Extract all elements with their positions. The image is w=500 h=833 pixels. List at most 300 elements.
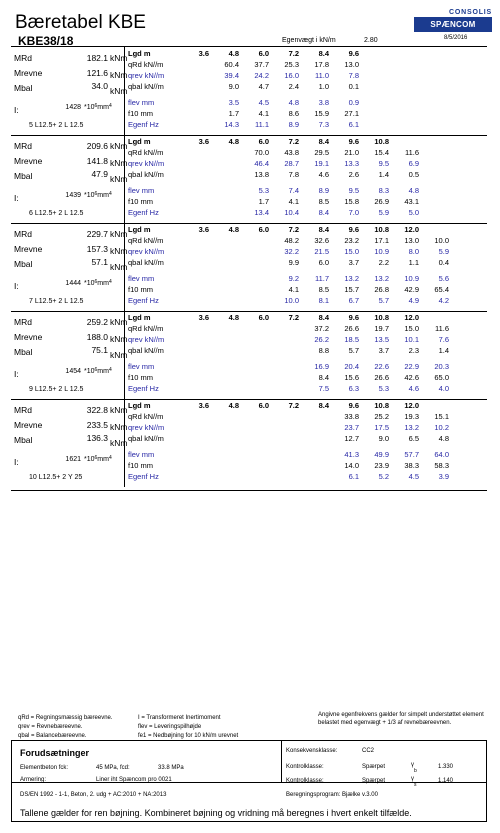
mrd-value: 209.6 (86, 141, 108, 151)
cell-qrev: 13.2 (404, 423, 419, 432)
gamma-b-subscript: b (414, 768, 417, 774)
cell-egenf: 6.1 (348, 120, 359, 129)
cell-qrev: 39.4 (224, 71, 239, 80)
cell-lgd: 6.0 (258, 137, 269, 146)
mbal-label: Mbal (14, 435, 33, 445)
row-label-qRd: qRd kN//m (128, 412, 164, 421)
control-class-1-value: Spærpet (362, 764, 386, 770)
row-label-egenf: Egenf Hz (128, 384, 159, 393)
capacity-table (11, 46, 487, 491)
mrd-value: 229.7 (86, 229, 108, 239)
cell-qbal: 0.5 (408, 170, 419, 179)
inertia-unit-factor: *10 (84, 192, 95, 199)
cell-f10: 14.0 (344, 461, 359, 470)
cell-qrev: 28.7 (284, 159, 299, 168)
cell-lgd: 4.8 (228, 137, 239, 146)
cell-qrev: 10.1 (404, 335, 419, 344)
cell-qbal: 3.7 (348, 258, 359, 267)
gamma-b-value: 1.330 (438, 764, 454, 770)
cell-egenf: 4.5 (408, 472, 419, 481)
cell-lgd: 4.8 (228, 313, 239, 322)
cell-lgd: 12.0 (404, 401, 419, 410)
cell-f10: 4.1 (258, 109, 269, 118)
mbal-unit: kNm (110, 86, 128, 96)
cell-egenf: 4.9 (408, 296, 419, 305)
cell-qRd: 10.0 (434, 236, 449, 245)
row-label-f10: f10 mm (128, 461, 154, 470)
cell-egenf: 11.1 (254, 120, 269, 129)
logo-consolis: CONSOLIS (449, 9, 492, 16)
reinforcement-text: 6 L12.5+ 2 L 12.5 (29, 210, 84, 217)
inertia-value: 1621 (65, 456, 81, 463)
mbal-label: Mbal (14, 171, 33, 181)
legend-qrev: qrev = Revnebæreevne. (18, 724, 83, 730)
inertia-unit-exp: 6 (94, 279, 98, 285)
mbal-unit: kNm (110, 262, 128, 272)
cell-flev: 4.8 (408, 186, 419, 195)
cell-qbal: 9.0 (228, 82, 239, 91)
row-label-lgd: Lgd m (128, 137, 151, 146)
inertia-unit-exp: 6 (94, 455, 98, 461)
cell-lgd: 7.2 (288, 137, 299, 146)
cell-lgd: 6.0 (258, 49, 269, 58)
cell-egenf: 4.0 (438, 384, 449, 393)
element-code: KBE38/18 (18, 34, 74, 48)
row-label-qrev: qrev kN//m (128, 247, 165, 256)
table-block (11, 399, 487, 487)
cell-flev: 49.9 (374, 450, 389, 459)
cell-flev: 8.3 (378, 186, 389, 195)
cell-qRd: 21.0 (344, 148, 359, 157)
cell-flev: 4.5 (258, 98, 269, 107)
cell-f10: 4.1 (288, 285, 299, 294)
row-label-lgd: Lgd m (128, 49, 151, 58)
row-label-egenf: Egenf Hz (128, 120, 159, 129)
cell-lgd: 7.2 (288, 225, 299, 234)
cell-qrev: 17.5 (374, 423, 389, 432)
cell-flev: 3.8 (318, 98, 329, 107)
inertia-label: I: (14, 369, 19, 379)
legend-qrd: qRd = Regningsmæssig bæreevne. (18, 715, 113, 721)
cell-qrev: 9.5 (378, 159, 389, 168)
mrevne-value: 121.6 (86, 68, 108, 78)
cell-f10: 15.7 (344, 285, 359, 294)
cell-flev: 4.8 (288, 98, 299, 107)
inertia-unit-exp: 6 (94, 191, 98, 197)
cell-flev: 8.9 (318, 186, 329, 195)
cell-egenf: 5.3 (378, 384, 389, 393)
cell-lgd: 4.8 (228, 225, 239, 234)
cell-lgd: 3.6 (198, 401, 209, 410)
row-label-f10: f10 mm (128, 109, 154, 118)
mbal-label: Mbal (14, 259, 33, 269)
mrd-label: MRd (14, 229, 32, 239)
inertia-unit-mm: mm (97, 368, 109, 375)
cell-qrev: 10.2 (434, 423, 449, 432)
mrd-label: MRd (14, 53, 32, 63)
cell-qrev: 24.2 (254, 71, 269, 80)
cell-qrev: 15.0 (344, 247, 359, 256)
mrevne-value: 141.8 (86, 156, 108, 166)
cell-f10: 26.8 (374, 285, 389, 294)
inertia-unit (84, 104, 112, 111)
table-block (11, 47, 487, 135)
cell-qrev: 6.9 (408, 159, 419, 168)
mrd-label: MRd (14, 317, 32, 327)
cell-qbal: 5.7 (348, 346, 359, 355)
cell-flev: 22.9 (404, 362, 419, 371)
cell-f10: 1.7 (228, 109, 239, 118)
cell-qbal: 12.7 (344, 434, 359, 443)
cell-f10: 27.1 (344, 109, 359, 118)
cell-qRd: 32.6 (314, 236, 329, 245)
cell-qRd: 60.4 (224, 60, 239, 69)
mrd-unit: kNm (110, 229, 128, 239)
inertia-unit-factor: *10 (84, 280, 95, 287)
mbal-value: 47.9 (91, 169, 108, 179)
inertia-unit-factor: *10 (84, 368, 95, 375)
cell-qbal: 4.6 (318, 170, 329, 179)
row-label-f10: f10 mm (128, 373, 154, 382)
row-label-qbal: qbal kN//m (128, 170, 164, 179)
inertia-unit-exp2: 4 (108, 191, 112, 197)
cell-lgd: 3.6 (198, 313, 209, 322)
control-class-1-label: Kontrolklasse: (286, 764, 324, 770)
cell-lgd: 3.6 (198, 49, 209, 58)
reinforcement-text: 10 L12.5+ 2 Y 25 (29, 474, 83, 481)
assumptions-title: Forudsætninger (20, 748, 89, 758)
cell-f10: 42.6 (404, 373, 419, 382)
cell-egenf: 8.9 (288, 120, 299, 129)
cell-f10: 4.1 (288, 197, 299, 206)
cell-lgd: 9.6 (348, 137, 359, 146)
inertia-unit-exp2: 4 (108, 279, 112, 285)
row-label-egenf: Egenf Hz (128, 296, 159, 305)
cell-qrev: 10.9 (374, 247, 389, 256)
row-label-f10: f10 mm (128, 197, 154, 206)
cell-qrev: 26.2 (314, 335, 329, 344)
mbal-unit: kNm (110, 174, 128, 184)
cell-qrev: 32.2 (284, 247, 299, 256)
mrd-value: 259.2 (86, 317, 108, 327)
cell-flev: 0.9 (348, 98, 359, 107)
cell-qrev: 7.8 (348, 71, 359, 80)
row-label-flev: flev mm (128, 450, 155, 459)
mrevne-unit: kNm (110, 70, 128, 80)
mrevne-unit: kNm (110, 246, 128, 256)
cell-lgd: 10.8 (374, 401, 389, 410)
cell-qRd: 15.1 (434, 412, 449, 421)
cell-flev: 3.5 (228, 98, 239, 107)
inertia-unit-exp2: 4 (108, 455, 112, 461)
cell-lgd: 7.2 (288, 401, 299, 410)
cell-qRd: 11.6 (404, 148, 419, 157)
cell-qRd: 70.0 (254, 148, 269, 157)
cell-qbal: 1.4 (378, 170, 389, 179)
cell-qrev: 23.7 (344, 423, 359, 432)
cell-flev: 20.4 (344, 362, 359, 371)
mrd-unit: kNm (110, 53, 128, 63)
mrevne-unit: kNm (110, 158, 128, 168)
reinforcement-label: Armering: (20, 777, 47, 783)
cell-egenf: 6.7 (348, 296, 359, 305)
cell-lgd: 8.4 (318, 313, 329, 322)
row-label-qRd: qRd kN//m (128, 148, 164, 157)
cell-egenf: 7.0 (348, 208, 359, 217)
row-label-egenf: Egenf Hz (128, 208, 159, 217)
row-label-qRd: qRd kN//m (128, 236, 164, 245)
row-label-flev: flev mm (128, 98, 155, 107)
cell-qbal: 1.4 (438, 346, 449, 355)
mbal-unit: kNm (110, 438, 128, 448)
cell-flev: 7.4 (288, 186, 299, 195)
legend-fe1: fe1 = Nedbøjning for 10 kN/m urevnet (138, 733, 239, 739)
cell-lgd: 4.8 (228, 401, 239, 410)
cell-qRd: 37.2 (314, 324, 329, 333)
cell-qRd: 25.3 (284, 60, 299, 69)
mrevne-unit: kNm (110, 334, 128, 344)
mrd-label: MRd (14, 405, 32, 415)
standard-reference: DS/EN 1992 - 1-1, Beton, 2. udg + AC:2010 + NA:2013 (20, 792, 167, 798)
cell-egenf: 8.1 (318, 296, 329, 305)
cell-egenf: 5.0 (408, 208, 419, 217)
concrete-fcd: 33.8 MPa (158, 765, 184, 771)
cell-qrev: 16.0 (284, 71, 299, 80)
cell-f10: 38.3 (404, 461, 419, 470)
gamma-b-symbol: γ (411, 762, 414, 768)
cell-lgd: 10.8 (374, 313, 389, 322)
cell-flev: 57.7 (404, 450, 419, 459)
cell-qrev: 7.6 (438, 335, 449, 344)
row-label-qbal: qbal kN//m (128, 346, 164, 355)
cell-f10: 15.6 (344, 373, 359, 382)
cell-qrev: 13.5 (374, 335, 389, 344)
cell-qRd: 19.7 (374, 324, 389, 333)
gamma-s-value: 1.140 (438, 778, 454, 784)
cell-egenf: 8.4 (318, 208, 329, 217)
consequence-class-value: CC2 (362, 748, 375, 754)
cell-lgd: 6.0 (258, 401, 269, 410)
cell-lgd: 12.0 (404, 313, 419, 322)
mrd-unit: kNm (110, 141, 128, 151)
row-label-qbal: qbal kN//m (128, 82, 164, 91)
document-date: 8/5/2016 (444, 35, 468, 41)
cell-f10: 8.5 (318, 285, 329, 294)
cell-egenf: 10.0 (284, 296, 299, 305)
cell-lgd: 12.0 (404, 225, 419, 234)
cell-flev: 41.3 (344, 450, 359, 459)
inertia-unit-exp: 6 (94, 367, 98, 373)
row-label-lgd: Lgd m (128, 313, 151, 322)
cell-lgd: 6.0 (258, 313, 269, 322)
row-label-lgd: Lgd m (128, 401, 151, 410)
inertia-unit (84, 368, 112, 375)
inertia-unit-mm: mm (97, 104, 109, 111)
mbal-label: Mbal (14, 347, 33, 357)
self-weight-value: 2.80 (364, 37, 378, 44)
inertia-unit-factor: *10 (84, 104, 95, 111)
inertia-unit-exp2: 4 (108, 367, 112, 373)
cell-egenf: 10.4 (284, 208, 299, 217)
inertia-unit-exp: 6 (94, 103, 98, 109)
cell-lgd: 8.4 (318, 225, 329, 234)
cell-egenf: 14.3 (224, 120, 239, 129)
calculation-program: Beregningsprogram: Bjælke v.3.00 (286, 792, 378, 798)
row-label-flev: flev mm (128, 186, 155, 195)
cell-qrev: 18.5 (344, 335, 359, 344)
cell-qbal: 4.8 (438, 434, 449, 443)
cell-f10: 42.9 (404, 285, 419, 294)
cell-qRd: 23.2 (344, 236, 359, 245)
cell-lgd: 9.6 (348, 49, 359, 58)
gamma-s-symbol: γ (411, 776, 414, 782)
cell-qbal: 1.1 (408, 258, 419, 267)
row-label-qrev: qrev kN//m (128, 159, 165, 168)
gamma-s-subscript: s (414, 782, 417, 788)
row-label-lgd: Lgd m (128, 225, 151, 234)
cell-f10: 65.4 (434, 285, 449, 294)
cell-qRd: 13.0 (344, 60, 359, 69)
cell-f10: 8.6 (288, 109, 299, 118)
control-class-2-label: Kontrolklasse: (286, 778, 324, 784)
cell-flev: 64.0 (434, 450, 449, 459)
cell-egenf: 6.3 (348, 384, 359, 393)
inertia-label: I: (14, 281, 19, 291)
mrd-value: 182.1 (86, 53, 108, 63)
mrevne-label: Mrevne (14, 332, 43, 342)
cell-qRd: 15.0 (404, 324, 419, 333)
cell-f10: 8.5 (318, 197, 329, 206)
cell-qbal: 6.5 (408, 434, 419, 443)
cell-qbal: 13.8 (254, 170, 269, 179)
cell-flev: 10.9 (404, 274, 419, 283)
cell-egenf: 13.4 (254, 208, 269, 217)
cell-f10: 1.7 (258, 197, 269, 206)
cell-qRd: 11.6 (434, 324, 449, 333)
table-block (11, 135, 487, 223)
cell-qbal: 9.0 (378, 434, 389, 443)
cell-qbal: 0.4 (438, 258, 449, 267)
row-label-qRd: qRd kN//m (128, 60, 164, 69)
cell-qrev: 11.0 (314, 71, 329, 80)
mrevne-unit: kNm (110, 422, 128, 432)
reinforcement-text: 5 L12.5+ 2 L 12.5 (29, 122, 84, 129)
cell-flev: 9.2 (288, 274, 299, 283)
cell-lgd: 7.2 (288, 313, 299, 322)
logo-spaencom: SPÆNCOM (414, 17, 492, 32)
cell-egenf: 5.2 (378, 472, 389, 481)
mrevne-label: Mrevne (14, 420, 43, 430)
inertia-unit-factor: *10 (84, 456, 95, 463)
cell-lgd: 6.0 (258, 225, 269, 234)
cell-lgd: 9.6 (348, 401, 359, 410)
cell-lgd: 8.4 (318, 401, 329, 410)
consequence-class-label: Konsekvensklasse: (286, 748, 338, 754)
mrd-unit: kNm (110, 405, 128, 415)
row-label-qRd: qRd kN//m (128, 324, 164, 333)
cell-lgd: 10.8 (374, 225, 389, 234)
cell-flev: 13.2 (344, 274, 359, 283)
mrevne-label: Mrevne (14, 244, 43, 254)
row-label-qrev: qrev kN//m (128, 71, 165, 80)
cell-qrev: 19.1 (314, 159, 329, 168)
mrevne-label: Mrevne (14, 68, 43, 78)
legend-flev: flev = Leveringspilhøjde (138, 724, 202, 730)
inertia-value: 1444 (65, 280, 81, 287)
row-label-qrev: qrev kN//m (128, 423, 165, 432)
cell-f10: 65.0 (434, 373, 449, 382)
inertia-unit-mm: mm (97, 192, 109, 199)
concrete-fck: 45 MPa, fcd: (96, 765, 130, 771)
cell-f10: 8.4 (318, 373, 329, 382)
reinforcement-text: 9 L12.5+ 2 L 12.5 (29, 386, 84, 393)
mbal-value: 34.0 (91, 81, 108, 91)
inertia-unit-mm: mm (97, 456, 109, 463)
inertia-label: I: (14, 193, 19, 203)
assumptions-box (11, 740, 487, 822)
cell-qbal: 1.0 (318, 82, 329, 91)
cell-qRd: 19.3 (404, 412, 419, 421)
concrete-label: Elementbeton fck: (20, 765, 69, 771)
cell-qbal: 9.9 (288, 258, 299, 267)
cell-lgd: 3.6 (198, 225, 209, 234)
mrevne-value: 233.5 (86, 420, 108, 430)
cell-egenf: 6.1 (348, 472, 359, 481)
cell-qRd: 43.8 (284, 148, 299, 157)
cell-qbal: 2.6 (348, 170, 359, 179)
inertia-value: 1439 (65, 192, 81, 199)
inertia-unit-mm: mm (97, 280, 109, 287)
cell-lgd: 10.8 (374, 137, 389, 146)
cell-f10: 23.9 (374, 461, 389, 470)
cell-qRd: 37.7 (254, 60, 269, 69)
inertia-value: 1454 (65, 368, 81, 375)
frequency-note: Angivne egenfrekvens gælder for simpelt understøttet element belastet med egenvægt + 1/3 af revnebæreevnen. (318, 712, 484, 726)
mrevne-label: Mrevne (14, 156, 43, 166)
cell-flev: 13.2 (374, 274, 389, 283)
cell-flev: 5.3 (258, 186, 269, 195)
control-class-2-value: Spærpet (362, 778, 386, 784)
reinforcement-value: Liner iht Spæncom pro 0021 (96, 777, 172, 783)
cell-qrev: 13.3 (344, 159, 359, 168)
table-block (11, 311, 487, 399)
self-weight-label: Egenvægt i kN/m (282, 37, 336, 44)
cell-f10: 26.6 (374, 373, 389, 382)
mbal-value: 75.1 (91, 345, 108, 355)
inertia-unit (84, 192, 112, 199)
row-label-qbal: qbal kN//m (128, 434, 164, 443)
cell-qRd: 29.5 (314, 148, 329, 157)
cell-lgd: 3.6 (198, 137, 209, 146)
cell-qRd: 13.0 (404, 236, 419, 245)
cell-egenf: 7.5 (318, 384, 329, 393)
mrd-value: 322.8 (86, 405, 108, 415)
cell-qbal: 7.8 (288, 170, 299, 179)
cell-flev: 16.9 (314, 362, 329, 371)
cell-qbal: 3.7 (378, 346, 389, 355)
inertia-unit (84, 456, 112, 463)
mbal-label: Mbal (14, 83, 33, 93)
legend-inertia: I = Transformeret Inertimoment (138, 715, 221, 721)
row-label-egenf: Egenf Hz (128, 472, 159, 481)
cell-flev: 20.3 (434, 362, 449, 371)
cell-qRd: 17.1 (374, 236, 389, 245)
cell-qrev: 46.4 (254, 159, 269, 168)
row-label-qrev: qrev kN//m (128, 335, 165, 344)
cell-f10: 58.3 (434, 461, 449, 470)
mrd-label: MRd (14, 141, 32, 151)
cell-flev: 5.6 (438, 274, 449, 283)
